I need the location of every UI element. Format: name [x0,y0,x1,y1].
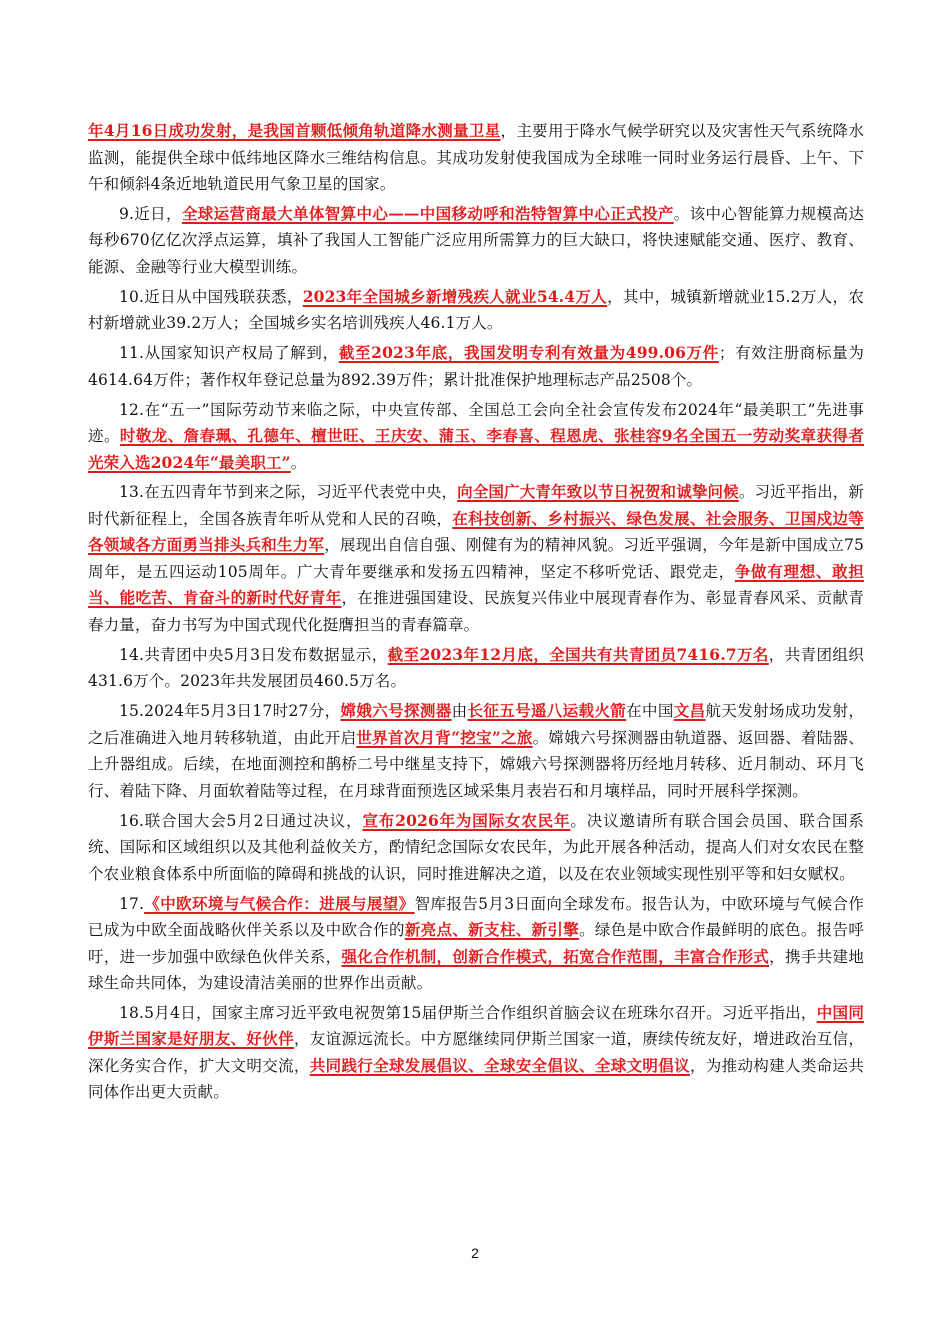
body-text: 在中国 [626,702,674,721]
highlighted-text: 截至2023年底，我国发明专利有效量为499.06万件 [338,343,719,363]
highlighted-text: 《中欧环境与气候合作：进展与展望》 [144,893,415,913]
body-text: ，携手共建地球生命共同体，为建设清洁美丽的世界作出贡献。 [88,947,864,993]
highlighted-text: 新亮点、新支柱、新引擎 [404,920,580,940]
highlighted-text: 全球运营商最大单体智算中心——中国移动呼和浩特智算中心正式投产 [181,203,674,223]
body-text: 智库报告5月3日面向全球发布。报告认为，中欧环境与气候合作已成为中欧全面战略伙伴关系以及中欧合作的 [88,894,864,940]
body-text: ，共青团组织431.6万个。2023年共发展团员460.5万名。 [88,645,864,691]
body-text: ，友谊源远流长。中方愿继续同伊斯兰国家一道，赓续传统友好，增进政治互信，深化务实合作，扩大文明交流， [88,1030,865,1075]
highlighted-text: 截至2023年12月底，全国共有共青团员7416.7万名 [387,644,769,664]
body-text: 航天发射场成功发射，之后准确进入地月转移轨道，由此开启 [88,702,864,747]
paragraph-14 [88,642,864,695]
body-text: ，主要用于降水气候学研究以及灾害性天气系统降水监测，能提供全球中低纬地区降水三维结构信息。其成功发射使我国成为全球唯一同时业务运行晨昏、上午、下午和倾斜4条近地轨道民用气象卫星的国家。 [88,122,864,193]
body-text: 。嫦娥六号探测器由轨道器、返回器、着陆器、上升器组成。后续，在地面测控和鹊桥二号中继星支持下，嫦娥六号探测器将历经地月转移、近月制动、环月飞行、着陆下降、月面软着陆等过程，在月球背面预选区域采集月表岩石和月壤样品，同时开展科学探测。 [88,728,864,800]
body-text: ，在推进强国建设、民族复兴伟业中展现青春作为、彰显青春风采、贡献青春力量，奋力书写为中国式现代化挺膺担当的青春篇章。 [88,589,864,634]
highlighted-text: 争做有理想、敢担当、能吃苦、肯奋斗的新时代好青年 [88,561,864,608]
body-text: ，展现出自信自强、刚健有为的精神风貌。习近平强调，今年是新中国成立75周年，是五四运动105周年。广大青年要继承和发扬五四精神，坚定不移听党话、跟党走， [88,536,864,581]
body-text: 。习近平指出，新时代新征程上，全国各族青年听从党和人民的召唤， [88,483,865,528]
paragraph-16 [88,808,864,888]
body-text: 18.5月4日，国家主席习近平致电祝贺第15届伊斯兰合作组织首脑会议在班珠尔召开。习近平指出， [119,1003,817,1022]
highlighted-text: 向全国广大青年致以节日祝贺和诚挚问候 [457,482,739,502]
body-text: 。 [290,453,307,472]
highlighted-text: 共同践行全球发展倡议、全球安全倡议、全球文明倡议 [309,1055,690,1075]
highlighted-text: 中国同伊斯兰国家是好朋友、好伙伴 [88,1002,864,1049]
paragraph-8-continued [88,118,864,198]
paragraph-11 [88,340,864,393]
body-text: 13.在五四青年节到来之际，习近平代表党中央， [119,483,458,502]
body-text: 9.近日， [119,204,182,223]
body-text: 16.联合国大会5月2日通过决议， [119,811,363,830]
body-text: 15.2024年5月3日17时27分， [119,702,341,721]
body-text: 17. [119,894,145,913]
paragraph-13 [88,479,864,638]
body-text: 10.近日从中国残联获悉， [119,287,303,306]
highlighted-text: 在科技创新、乡村振兴、绿色发展、社会服务、卫国戍边等各领域各方面勇当排头兵和生力军 [88,508,865,555]
highlighted-text: 世界首次月背“挖宝”之旅 [356,727,533,747]
paragraph-15 [88,698,864,804]
body-text: 由 [451,702,468,721]
paragraph-9 [88,201,864,281]
page-number: 2 [471,1245,479,1261]
body-text: ，为推动构建人类命运共同体作出更大贡献。 [88,1056,864,1102]
document-body [88,118,864,1109]
paragraph-17 [88,891,864,997]
highlighted-text: 嫦娥六号探测器 [340,701,452,721]
paragraph-18 [88,1000,864,1106]
body-text: 。绿色是中欧合作最鲜明的底色。报告呼吁，进一步加强中欧绿色伙伴关系， [88,921,864,966]
highlighted-text: 长征五号遥八运载火箭 [467,701,627,721]
highlighted-text: 2023年全国城乡新增残疾人就业54.4万人 [302,286,608,306]
body-text: 11.从国家知识产权局了解到， [119,344,339,363]
highlighted-text: 年4月16日成功发射，是我国首颗低倾角轨道降水测量卫星 [88,121,501,140]
body-text: 。决议邀请所有联合国会员国、联合国系统、国际和区域组织以及其他利益攸关方，酌情纪念国际女农民年，为此开展各种活动，提高人们对女农民在整个农业粮食体系中所面临的障碍和挑战的认识，同时推进解决之道，以及在农业领域实现性别平等和妇女赋权。 [88,811,864,883]
paragraph-10 [88,284,864,337]
highlighted-text: 时敬龙、詹春珮、孔德年、檀世旺、王庆安、蒲玉、李春喜、程恩虎、张桂容9名全国五一劳动奖章获得者光荣入选2024年“最美职工” [88,426,864,472]
body-text: 。该中心智能算力规模高达每秒670亿亿次浮点运算，填补了我国人工智能广泛应用所需算力的巨大缺口，将快速赋能交通、医疗、教育、能源、金融等行业大模型训练。 [88,204,864,276]
highlighted-text: 宣布2026年为国际女农民年 [362,810,571,830]
body-text: ；有效注册商标量为4614.64万件；著作权年登记总量为892.39万件；累计批准保护地理标志产品2508个。 [88,344,865,389]
highlighted-text: 强化合作机制，创新合作模式，拓宽合作范围，丰富合作形式 [341,946,770,966]
body-text: ，其中，城镇新增就业15.2万人，农村新增就业39.2万人；全国城乡实名培训残疾人46.1万人。 [88,287,864,333]
body-text: 14.共青团中央5月3日发布数据显示， [119,645,388,664]
paragraph-12 [88,397,864,477]
body-text: 12.在“五一”国际劳动节来临之际，中央宣传部、全国总工会向全社会宣传发布2024年“最美职工”先进事迹。 [88,400,864,446]
highlighted-text: 文昌 [673,701,706,721]
